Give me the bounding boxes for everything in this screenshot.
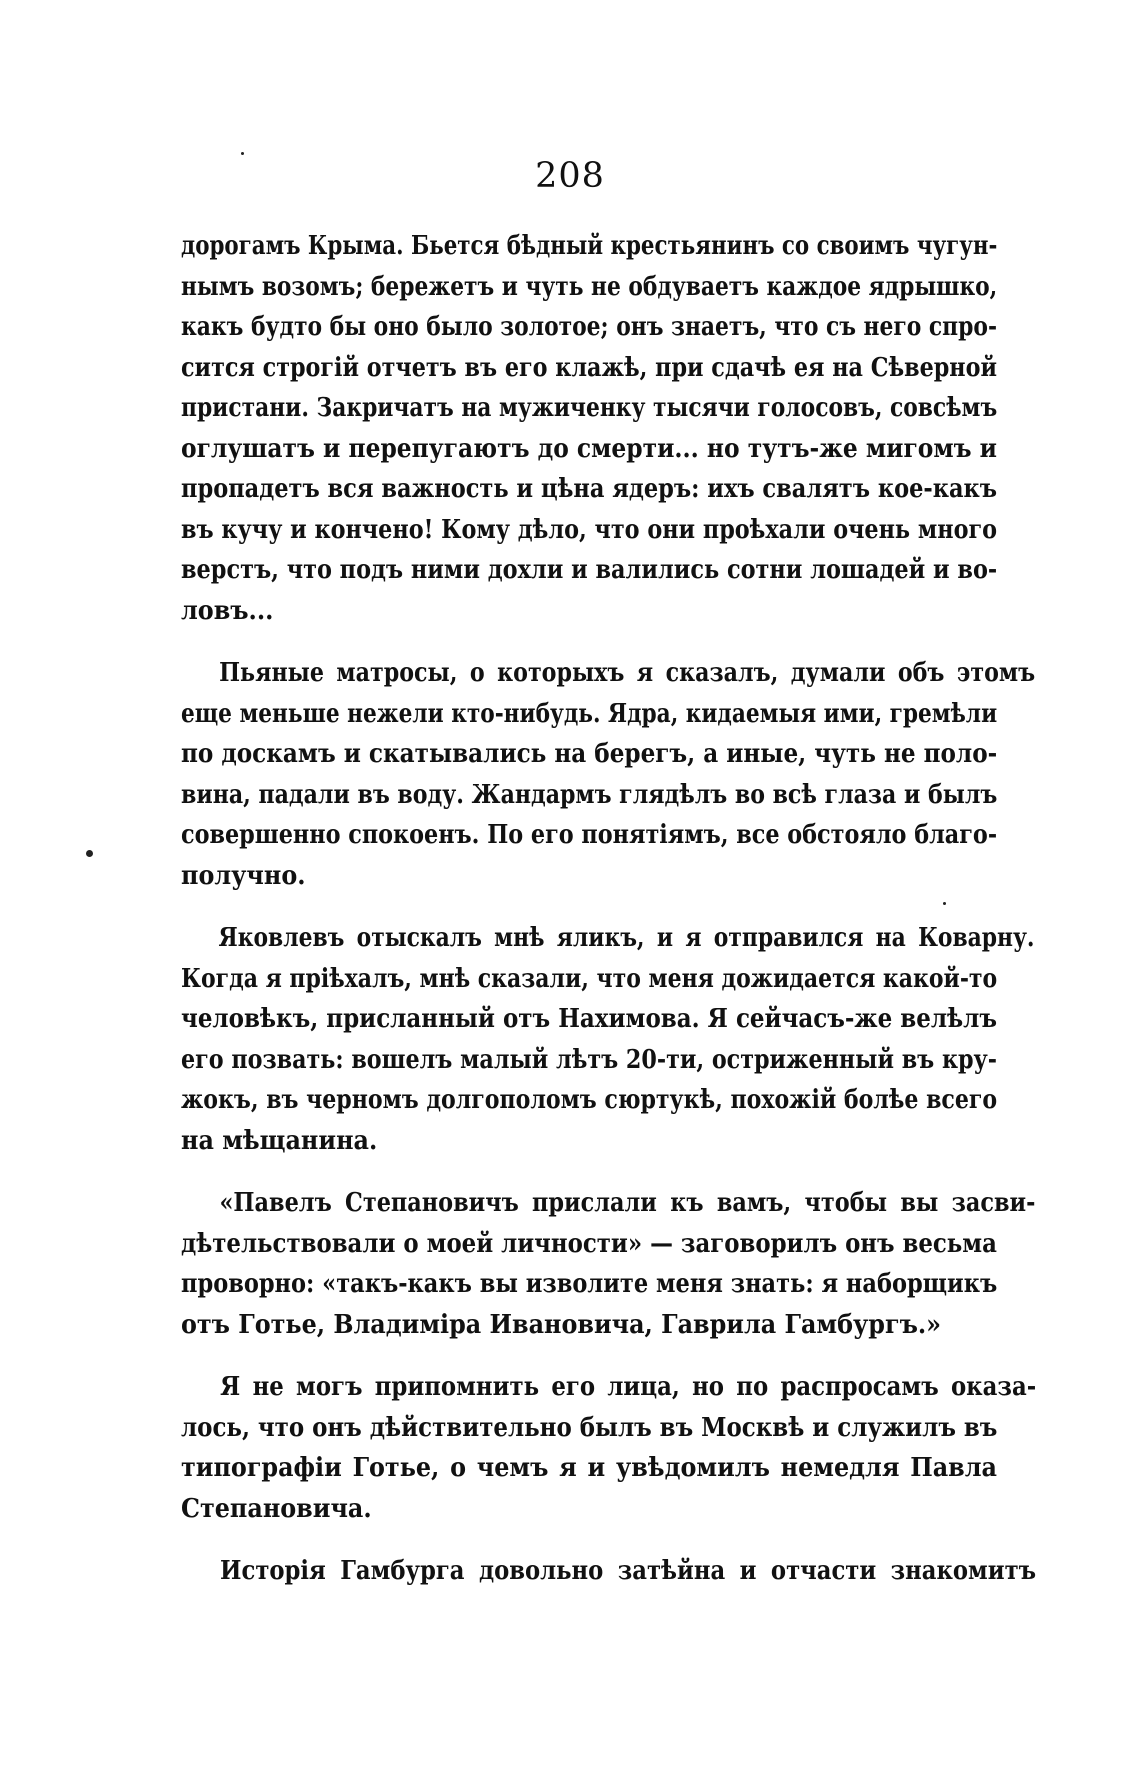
text-line: «Павелъ Степановичъ прислали къ вамъ, чтобы вы засви- <box>219 1187 1036 1218</box>
text-line: дѣтельствовали о моей личности» — заговорилъ онъ весьма <box>181 1227 997 1259</box>
text-line: въ кучу и кончено! Кому дѣло, что они проѣхали очень много <box>181 513 998 545</box>
paragraph-2 <box>181 653 1036 896</box>
text-line: сится строгій отчетъ въ его клажѣ, при сдачѣ ея на Сѣверной <box>181 351 997 383</box>
text-line: совершенно спокоенъ. По его понятіямъ, все обстояло благо- <box>181 819 998 850</box>
text-line: нымъ возомъ; бережетъ и чуть не обдуваетъ каждое ядрышко, <box>181 270 998 302</box>
text-line: на мѣщанина. <box>181 1124 378 1156</box>
scan-speck <box>86 850 93 857</box>
text-line: отъ Готье, Владиміра Ивановича, Гаврила Гамбургъ.» <box>181 1308 942 1340</box>
text-line: ловъ... <box>181 594 274 626</box>
paragraph-5 <box>181 1367 1037 1529</box>
text-line: какъ будто бы оно было золотое; онъ знаетъ, что съ него спро- <box>181 311 998 342</box>
text-line: верстъ, что подъ ними дохли и валились сотни лошадей и во- <box>181 554 998 585</box>
text-line: проворно: «такъ-какъ вы изволите меня знать: я наборщикъ <box>181 1268 998 1299</box>
text-line: получно. <box>181 859 306 891</box>
body-text <box>181 226 1037 1592</box>
text-line: типографіи Готье, о чемъ я и увѣдомилъ немедля Павла <box>181 1452 997 1483</box>
paragraph-3 <box>181 918 1035 1161</box>
text-line: жокъ, въ черномъ долгополомъ сюртукѣ, похожій болѣе всего <box>181 1084 998 1115</box>
paragraph-4 <box>181 1183 1036 1345</box>
text-line: пристани. Закричатъ на мужиченку тысячи голосовъ, совсѣмъ <box>181 392 998 423</box>
text-line: пропадетъ вся важность и цѣна ядеръ: ихъ свалятъ кое-какъ <box>181 473 998 504</box>
paragraph-1 <box>181 226 997 631</box>
text-line: Яковлевъ отыскалъ мнѣ яликъ, и я отправился на Коварну. <box>218 922 1035 953</box>
scan-speck <box>943 902 946 905</box>
text-line: оглушатъ и перепугаютъ до смерти... но тутъ-же мигомъ и <box>181 432 998 464</box>
text-line: его позвать: вошелъ малый лѣтъ 20-ти, остриженный въ кру- <box>181 1043 998 1075</box>
paragraph-6 <box>181 1551 1037 1592</box>
text-line: еще меньше нежели кто-нибудь. Ядра, кидаемыя ими, гремѣли <box>181 697 998 729</box>
text-line: Степановича. <box>181 1492 372 1524</box>
text-line: лось, что онъ дѣйствительно былъ въ Москвѣ и служилъ въ <box>181 1411 998 1443</box>
text-line: Я не могъ припомнить его лица, но по распросамъ оказа- <box>220 1371 1037 1402</box>
text-line: Пьяные матросы, о которыхъ я сказалъ, думали объ этомъ <box>219 657 1036 688</box>
text-line: человѣкъ, присланный отъ Нахимова. Я сейчасъ-же велѣлъ <box>181 1003 997 1034</box>
text-line: Исторія Гамбурга довольно затѣйна и отчасти знакомитъ <box>220 1555 1037 1586</box>
text-line: Когда я пріѣхалъ, мнѣ сказали, что меня дожидается какой-то <box>181 962 998 994</box>
text-line: по доскамъ и скатывались на берегъ, а иные, чуть не поло- <box>181 738 998 769</box>
text-line: вина, падали въ воду. Жандармъ глядѣлъ во всѣ глаза и былъ <box>181 778 998 810</box>
page-number: 208 <box>535 156 605 196</box>
text-line: дорогамъ Крыма. Бьется бѣдный крестьянинъ со своимъ чугун- <box>181 230 998 261</box>
scan-speck <box>241 152 244 155</box>
